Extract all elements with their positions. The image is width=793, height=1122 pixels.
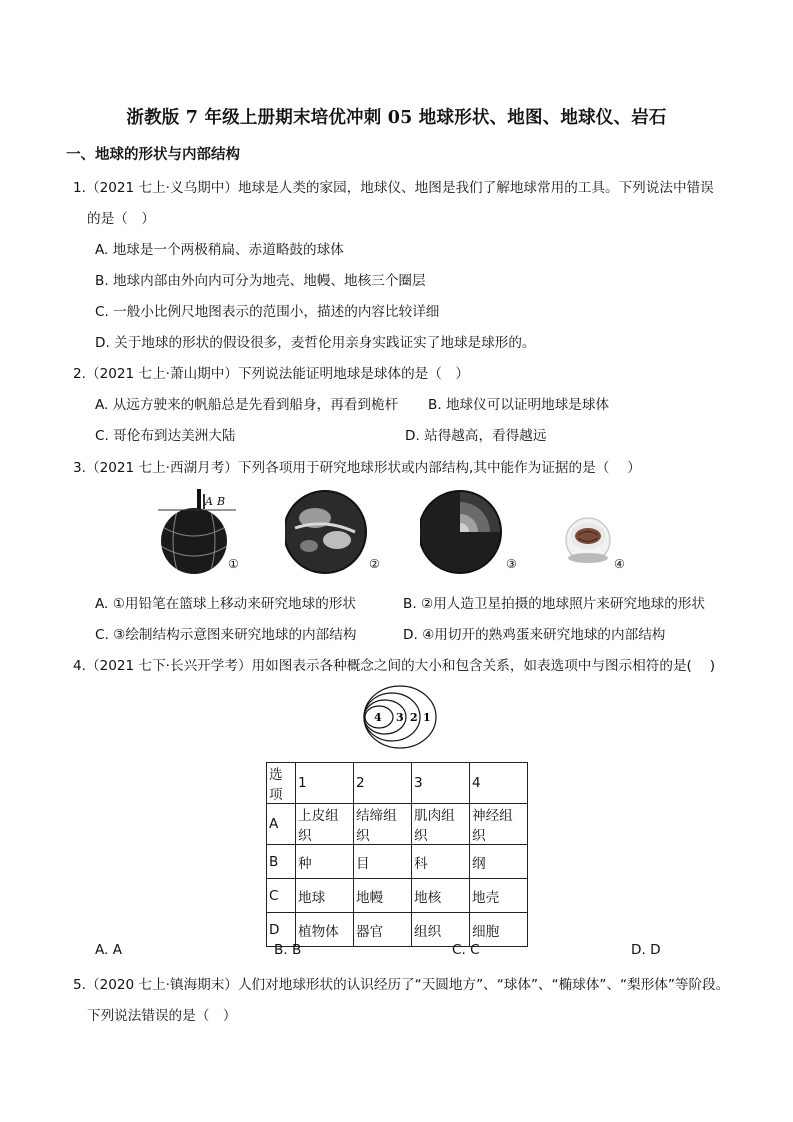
table-cell: 地壳 <box>470 879 528 913</box>
table-cell: 组织 <box>412 913 470 947</box>
q1-option-d: D. 关于地球的形状的假设很多，麦哲伦用亲身实践证实了地球是球形的。 <box>95 335 536 351</box>
table-row <box>267 845 528 879</box>
q1-option-c: C. 一般小比例尺地图表示的范围小，描述的内容比较详细 <box>95 304 440 320</box>
figure-nested-circles <box>360 684 440 750</box>
table-cell: 神经组织 <box>470 804 528 845</box>
table-cell: 器官 <box>354 913 412 947</box>
table-cell: 3 <box>412 763 470 804</box>
q4-option-a: A. A <box>95 942 123 958</box>
table-cell: 上皮组织 <box>296 804 354 845</box>
table-cell: 目 <box>354 845 412 879</box>
table-cell: 结缔组织 <box>354 804 412 845</box>
concept-table <box>266 762 528 947</box>
table-cell: 细胞 <box>470 913 528 947</box>
table-cell: 种 <box>296 845 354 879</box>
table-cell: 1 <box>296 763 354 804</box>
question-3-stem: 3.（2021 七上·西湖月考）下列各项用于研究地球形状或内部结构,其中能作为证据的是（ ） <box>73 460 641 476</box>
table-cell: 植物体 <box>296 913 354 947</box>
q1-option-b: B. 地球内部由外向内可分为地壳、地幔、地核三个圈层 <box>95 273 426 289</box>
q3-option-d: D. ④用切开的熟鸡蛋来研究地球的内部结构 <box>403 627 666 643</box>
question-1-stem-cont: 的是（ ） <box>87 211 155 227</box>
q2-option-d: D. 站得越高，看得越远 <box>405 428 547 444</box>
figure-basketball-pencil <box>158 486 240 578</box>
table-header-row <box>267 763 528 804</box>
table-cell: A <box>267 804 296 845</box>
question-5-stem: 5.（2020 七上·镇海期末）人们对地球形状的认识经历了“天圆地方”、“球体”、“椭球体”、“梨形体”等阶段。 <box>73 977 730 993</box>
figure-label-a: A <box>205 495 213 508</box>
q2-option-a: A. 从远方驶来的帆船总是先看到船身，再看到桅杆 <box>95 397 399 413</box>
table-cell: 2 <box>354 763 412 804</box>
page-title: 浙教版 7 年级上册期末培优冲刺 05 地球形状、地图、地球仪、岩石 <box>126 108 667 128</box>
table-row <box>267 879 528 913</box>
figure-earth-structure <box>420 488 524 580</box>
q2-option-b: B. 地球仪可以证明地球是球体 <box>428 397 610 413</box>
table-cell: 科 <box>412 845 470 879</box>
table-cell: 地球 <box>296 879 354 913</box>
figure-number-3: ③ <box>506 557 517 571</box>
figure-label-b: B <box>217 495 226 508</box>
q3-option-a: A. ①用铅笔在篮球上移动来研究地球的形状 <box>95 596 356 612</box>
table-cell: B <box>267 845 296 879</box>
table-cell: 纲 <box>470 845 528 879</box>
q2-option-c: C. 哥伦布到达美洲大陆 <box>95 428 236 444</box>
table-cell: 选项 <box>267 763 296 804</box>
figure-cut-egg <box>560 512 640 572</box>
q1-option-a: A. 地球是一个两极稍扁、赤道略鼓的球体 <box>95 242 344 258</box>
figure-number-1: ① <box>228 557 239 571</box>
question-5-stem-cont: 下列说法错误的是（ ） <box>87 1008 237 1024</box>
q4-option-b: B. B <box>274 942 302 958</box>
circle-label-1: 1 <box>423 711 431 724</box>
circle-label-3: 3 <box>396 711 404 724</box>
q4-option-d: D. D <box>631 942 661 958</box>
table-row <box>267 804 528 845</box>
table-cell: 4 <box>470 763 528 804</box>
question-2-stem: 2.（2021 七上·萧山期中）下列说法能证明地球是球体的是（ ） <box>73 366 470 382</box>
figure-satellite-earth <box>285 488 385 580</box>
question-4-stem: 4.（2021 七下·长兴开学考）用如图表示各种概念之间的大小和包含关系，如表选项中与图示相符的是( ) <box>73 658 716 674</box>
table-row <box>267 913 528 947</box>
circle-label-2: 2 <box>410 711 418 724</box>
figure-number-2: ② <box>369 557 380 571</box>
q4-option-c: C. C <box>452 942 480 958</box>
section-heading: 一、地球的形状与内部结构 <box>66 147 240 163</box>
table-cell: D <box>267 913 296 947</box>
q3-option-c: C. ③绘制结构示意图来研究地球的内部结构 <box>95 627 357 643</box>
question-1-stem: 1.（2021 七上·义乌期中）地球是人类的家园，地球仪、地图是我们了解地球常用的工具。下列说法中错误 <box>73 180 714 196</box>
circle-label-4: 4 <box>374 711 382 724</box>
table-cell: 地核 <box>412 879 470 913</box>
figure-number-4: ④ <box>614 557 625 571</box>
q3-option-b: B. ②用人造卫星拍摄的地球照片来研究地球的形状 <box>403 596 706 612</box>
table-cell: C <box>267 879 296 913</box>
table-cell: 肌肉组织 <box>412 804 470 845</box>
table-cell: 地幔 <box>354 879 412 913</box>
